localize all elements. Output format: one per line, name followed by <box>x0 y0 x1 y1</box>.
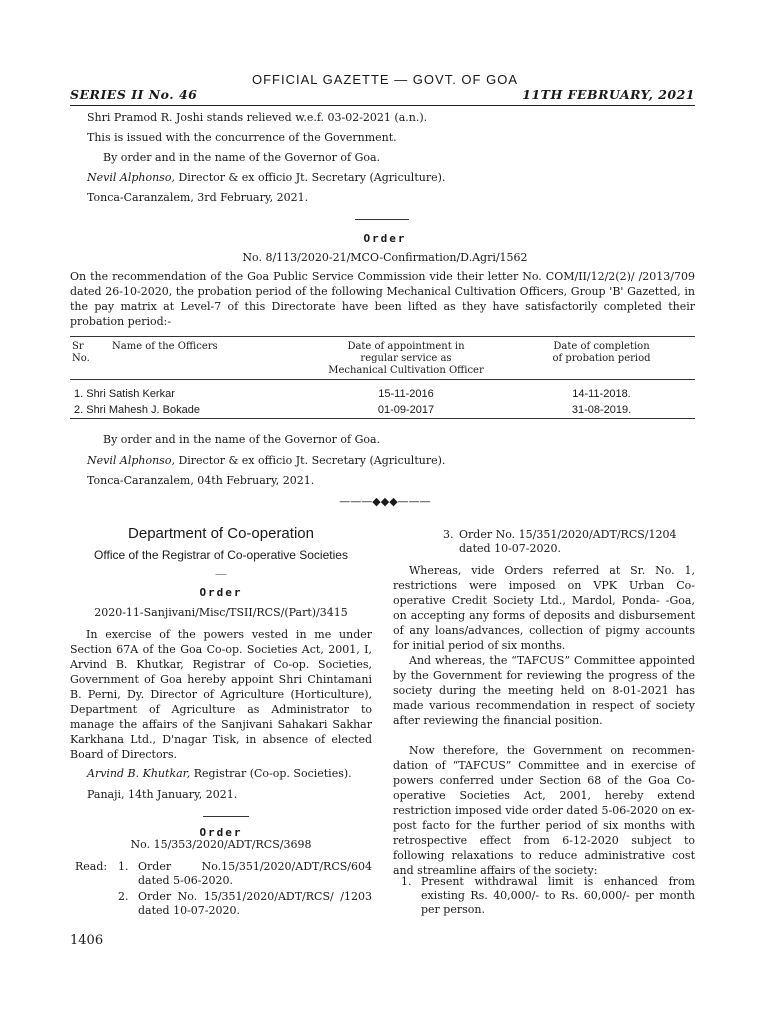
item-number: 2. <box>118 890 129 903</box>
item-text: Order No. 15/351/2020/ADT/RCS/1204 dated 10-07-2020. <box>459 528 677 555</box>
signatory-title: Director & ex officio Jt. Secretary (Agriculture). <box>174 171 446 184</box>
signature-line <box>87 171 445 184</box>
table-header-row <box>70 337 695 380</box>
signatory-title: Registrar (Co-op. Societies). <box>190 767 352 780</box>
place-date: Tonca-Caranzalem, 04th February, 2021. <box>87 474 315 487</box>
signature-line <box>87 454 445 467</box>
item-text: Order No.15/351/2020/ADT/RCS/604 dated 5-06-2020. <box>138 860 372 887</box>
issue-date: 11TH FEBRUARY, 2021 <box>522 87 695 102</box>
read-item-3 <box>443 528 695 556</box>
concurrence-line: This is issued with the concurrence of the Government. <box>87 131 397 144</box>
col-appointment: Date of appointment in regular service as Mechanical Cultivation Officer <box>328 341 484 376</box>
office-title: Office of the Registrar of Co-operative Societies <box>94 548 348 562</box>
page-number: 1406 <box>70 933 104 948</box>
read-list <box>118 860 372 918</box>
col-completion: Date of completion of probation period <box>552 341 651 364</box>
item-text: Present withdrawal limit is enhanced from existing Rs. 40,000/- to Rs. 60,000/- per month per person. <box>421 875 695 916</box>
signatory-title: Director & ex officio Jt. Secretary (Agriculture). <box>174 454 446 467</box>
department-title: Department of Co-operation <box>128 525 314 542</box>
place-date: Panaji, 14th January, 2021. <box>87 788 238 801</box>
list-item <box>401 875 695 917</box>
section-ornament: ———◆◆◆——— <box>339 495 431 508</box>
order-heading: Order <box>363 232 407 245</box>
appointment-date: 15-11-2016 <box>378 387 434 400</box>
officer-name: 2. Shri Mahesh J. Bokade <box>74 403 200 416</box>
order-number: No. 15/353/2020/ADT/RCS/3698 <box>130 838 312 851</box>
read-label: Read: <box>75 860 108 873</box>
list-item <box>118 890 372 918</box>
list-item <box>443 528 695 556</box>
signatory-name: Nevil Alphonso, <box>87 454 175 467</box>
order-number: 2020-11-Sanjivani/Misc/TSII/RCS/(Part)/3415 <box>94 606 348 619</box>
place-date: Tonca-Caranzalem, 3rd February, 2021. <box>87 191 309 204</box>
now-therefore-paragraph: Now therefore, the Government on recommen- dation of “TAFCUS” Committee and in exercise of powers conferred under Section 68 of the Goa Co-operative Societies Act, 2001, hereby extend restriction imposed vide order dated 5-06-2020 on ex-post facto for the further period of six months with retrospective effect from 6-12-2020 subject to following relaxations to reduce administrative cost and streamline affairs of the society: <box>393 744 695 877</box>
series-number: SERIES II No. 46 <box>70 87 198 102</box>
item-number: 1. <box>118 860 129 873</box>
list-item <box>118 860 372 888</box>
order-paragraph: In exercise of the powers vested in me under Section 67A of the Goa Co-op. Societies Act, 2001, I, Arvind B. Khutkar, Registrar of Co-op. Societies, Government of Goa hereby appoint Shri Chintamani B. Perni, Dy. Director of Agriculture (Horticulture), Department of Agriculture as Administrator to manage the affairs of the Sanjivani Sahakari Sakhar Karkhana Ltd., D'nagar Tisk, in absence of elected Board of Directors. <box>70 628 372 761</box>
item-number: 3. <box>443 528 454 541</box>
by-order-line: By order and in the name of the Governor of Goa. <box>103 151 381 164</box>
completion-date: 31-08-2019. <box>571 403 632 416</box>
and-whereas-paragraph: And whereas, the “TAFCUS” Committee appointed by the Government for reviewing the progress of the society during the meeting held on 8-01-2021 has made various recommendation in respect of society after reviewing the financial position. <box>393 654 695 727</box>
dash-separator: __ <box>215 562 227 575</box>
order-paragraph: On the recommendation of the Goa Public Service Commission vide their letter No. COM/II/12/2(2)/ /2013/709 dated 26-10-2020, the probation period of the following Mechanical Cultivation Officers, Group 'B' Gazetted, in the pay matrix at Level-7 of this Directorate have been lifted as they have satisfactorily completed their probation period:- <box>70 270 695 328</box>
separator-rule <box>203 816 249 817</box>
order-heading: Order <box>199 826 243 839</box>
whereas-paragraph: Whereas, vide Orders referred at Sr. No. 1, restrictions were imposed on VPK Urban Co-operative Credit Society Ltd., Mardol, Ponda- -Goa, on accepting any forms of deposits and disbursement of any loans/advances, collection of pigmy accounts for initial period of six months. <box>393 564 695 652</box>
col-name: Name of the Officers <box>112 341 218 352</box>
officers-table <box>70 336 695 419</box>
signature-line <box>87 767 352 780</box>
table-row <box>70 402 695 419</box>
item-number: 1. <box>401 875 412 888</box>
gazette-title: OFFICIAL GAZETTE — GOVT. OF GOA <box>252 72 518 87</box>
completion-date: 14-11-2018. <box>572 387 631 400</box>
relieved-line: Shri Pramod R. Joshi stands relieved w.e.f. 03-02-2021 (a.n.). <box>87 111 428 124</box>
order-number: No. 8/113/2020-21/MCO-Confirmation/D.Agri/1562 <box>242 251 528 264</box>
signatory-name: Arvind B. Khutkar, <box>87 767 191 780</box>
officer-name: 1. Shri Satish Kerkar <box>74 387 175 400</box>
appointment-date: 01-09-2017 <box>377 403 435 416</box>
separator-rule <box>355 219 409 220</box>
header-row <box>70 87 695 102</box>
relaxation-item-1 <box>401 875 695 917</box>
table-row <box>70 386 695 402</box>
signatory-name: Nevil Alphonso, <box>87 171 175 184</box>
col-sr: Sr No. <box>72 341 90 364</box>
header-divider <box>70 105 695 106</box>
order-heading: Order <box>199 586 243 599</box>
by-order-line: By order and in the name of the Governor of Goa. <box>103 433 381 446</box>
item-text: Order No. 15/351/2020/ADT/RCS/ /1203 dated 10-07-2020. <box>138 890 372 917</box>
